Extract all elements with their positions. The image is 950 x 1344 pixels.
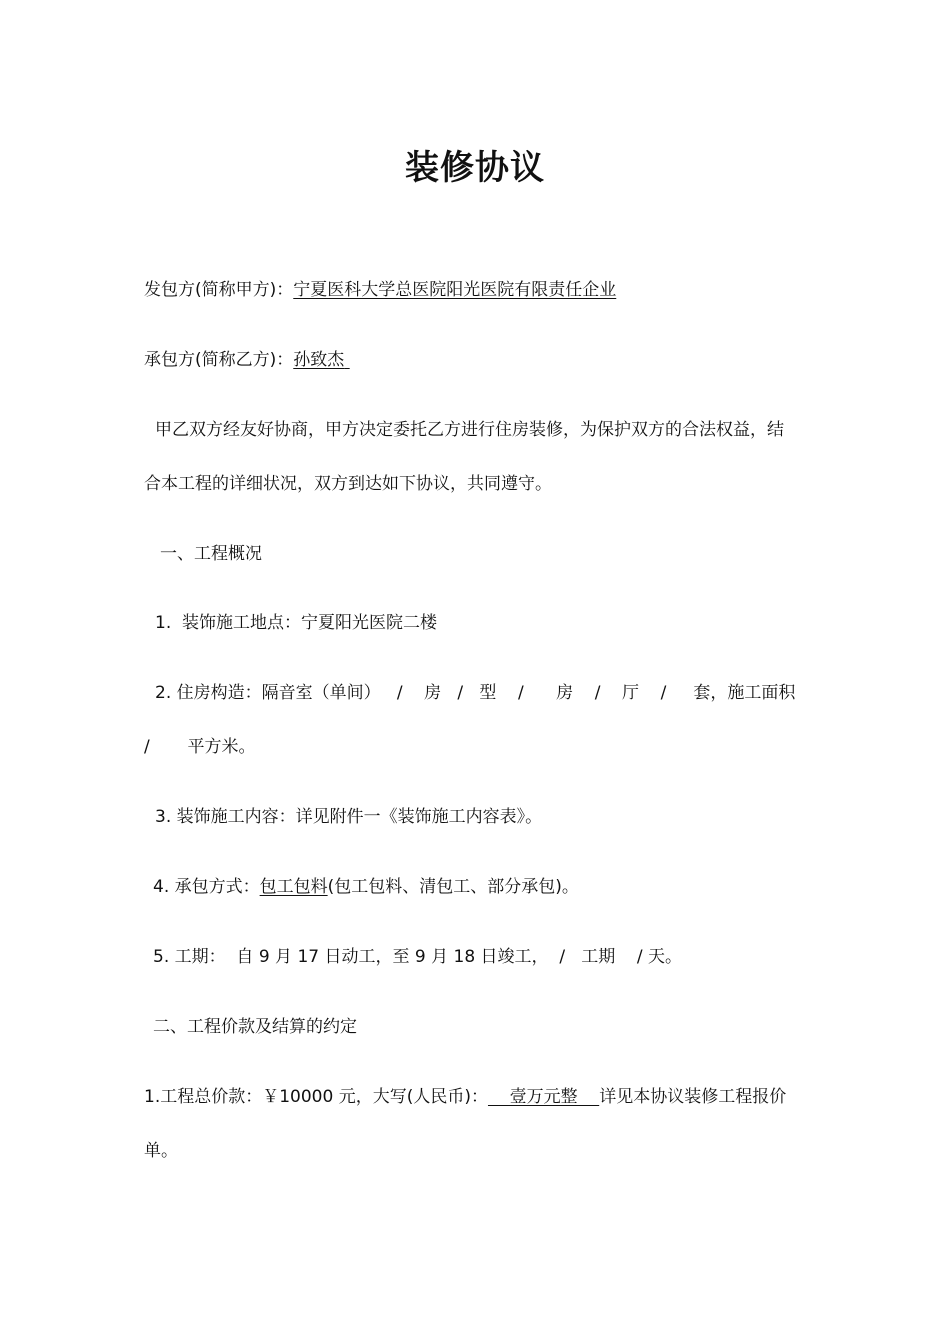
item-1-amount-words: 壹万元整: [487, 1087, 600, 1107]
party-b-label: 承包方(简称乙方)：: [144, 350, 294, 370]
document-title: 装修协议: [405, 148, 545, 188]
section-2-item-1-line-2: 单。: [144, 1141, 178, 1161]
item-1-suffix: 详见本协议装修工程报价: [599, 1087, 787, 1107]
party-a-label: 发包方(简称甲方)：: [144, 280, 294, 300]
section-1-item-3: 3. 装饰施工内容：详见附件一《装饰施工内容表》。: [155, 807, 543, 827]
section-1-item-1: 1. 装饰施工地点：宁夏阳光医院二楼: [155, 613, 438, 633]
item-4-contract-type: 包工包料: [259, 877, 328, 897]
section-1-item-2-line-2: / 平方米。: [144, 737, 256, 757]
section-1-item-2-line-1: 2. 住房构造：隔音室（单间） / 房 / 型 / 房 / 厅 / 套，施工面积: [155, 683, 796, 703]
section-2-item-1-line-1: [144, 1085, 786, 1109]
section-2-heading: 二、工程价款及结算的约定: [153, 1017, 357, 1037]
item-4-prefix: 4. 承包方式：: [153, 877, 260, 897]
party-b-value: 孙致杰: [293, 350, 345, 370]
party-a-value: 宁夏医科大学总医院阳光医院有限责任企业: [293, 280, 617, 300]
party-a-line: [144, 278, 616, 302]
intro-line-1: 甲乙双方经友好协商，甲方决定委托乙方进行住房装修，为保护双方的合法权益，结: [155, 420, 784, 440]
intro-line-2: 合本工程的详细状况，双方到达如下协议，共同遵守。: [144, 474, 552, 494]
item-4-suffix: (包工包料、清包工、部分承包)。: [327, 877, 579, 897]
party-b-line: [144, 348, 350, 372]
section-1-item-4: [153, 875, 579, 899]
section-1-item-5: 5. 工期： 自 9 月 17 日动工，至 9 月 18 日竣工， / 工期 / 天。: [153, 947, 683, 967]
section-1-heading: 一、工程概况: [160, 544, 262, 564]
item-1-prefix: 1.工程总价款：￥10000 元，大写(人民币)：: [144, 1087, 488, 1107]
